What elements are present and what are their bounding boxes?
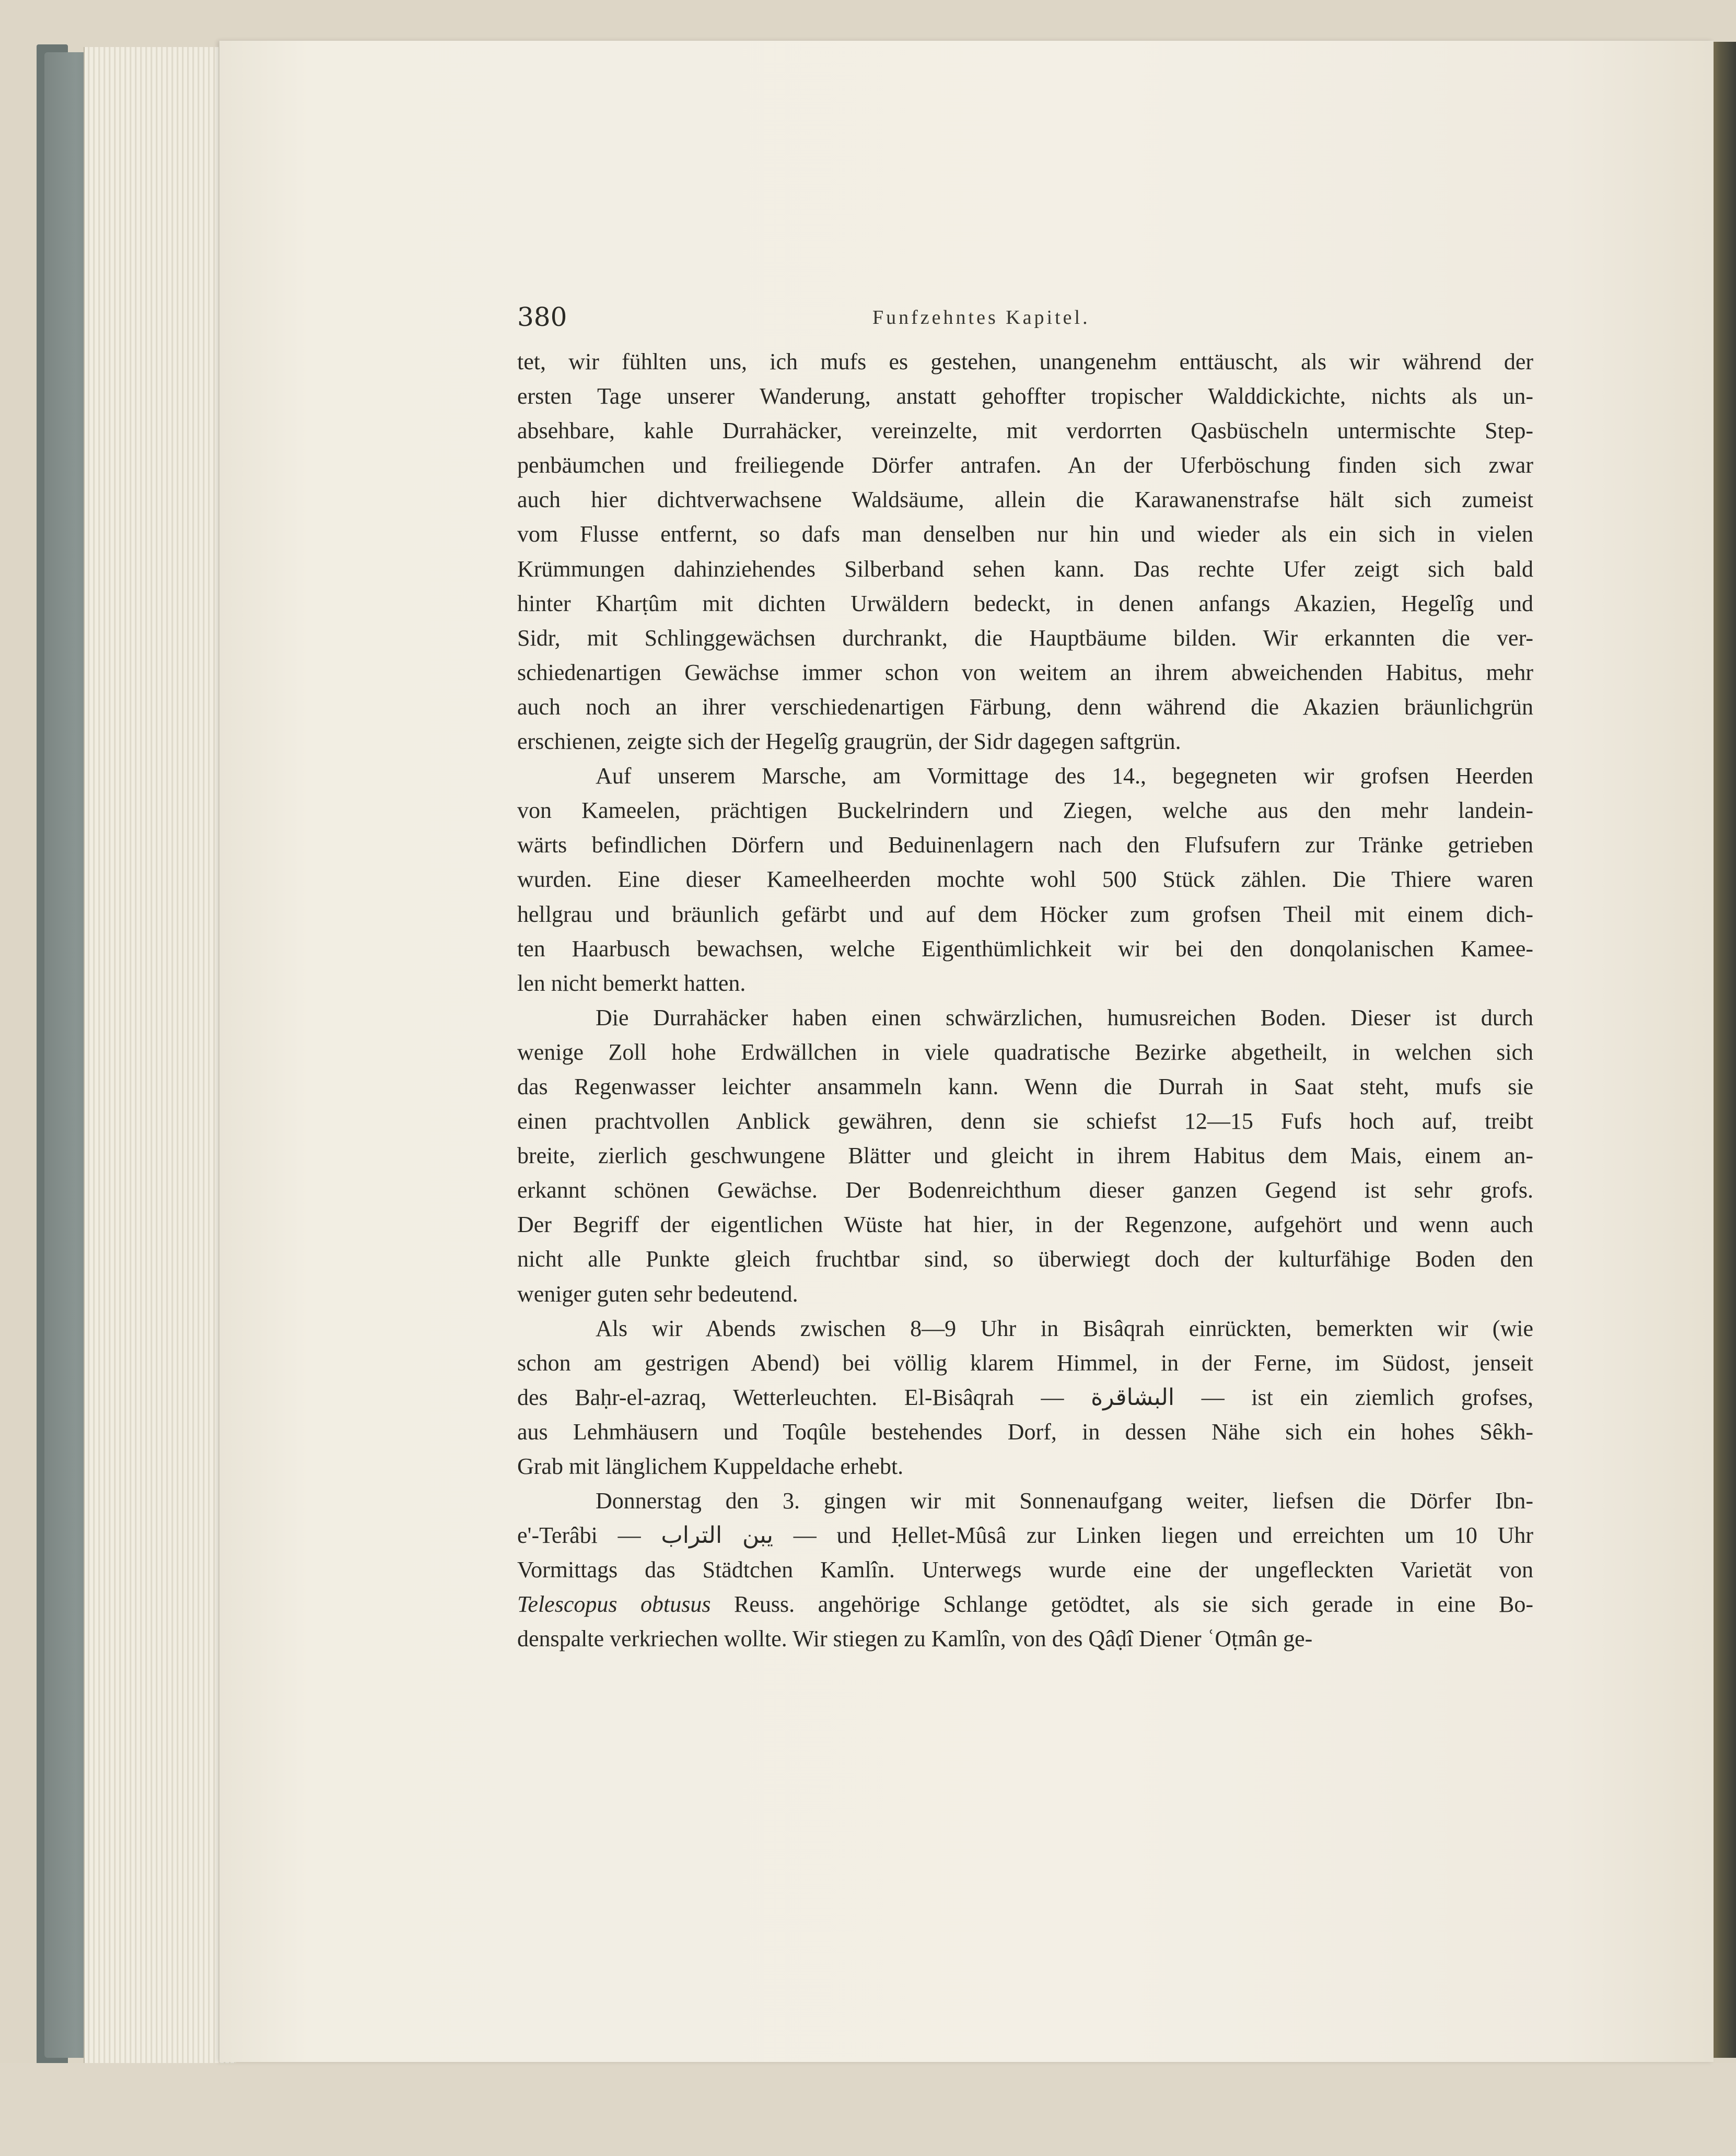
text-line: das Regenwasser leichter ansammeln kann. Wenn die Durrah in Saat steht, mufs sie: [517, 1073, 1533, 1099]
text-line: Auf unserem Marsche, am Vormittage des 14., begegneten wir grofsen Heerden: [596, 763, 1533, 789]
text-line: Der Begriff der eigentlichen Wüste hat hier, in der Regenzone, aufgehört und wenn auch: [517, 1212, 1533, 1238]
text-line: Die Durrahäcker haben einen schwärzlichen, humusreichen Boden. Dieser ist durch: [596, 1004, 1533, 1030]
text-line: von Kameelen, prächtigen Buckelrindern und Ziegen, welche aus den mehr landein-: [517, 798, 1533, 824]
paragraph: [517, 759, 1533, 1001]
text-line: wärts befindlichen Dörfern und Beduinenlagern nach den Flufsufern zur Tränke getrieben: [517, 832, 1533, 858]
text-line: Vormittags das Städtchen Kamlîn. Unterwegs wurde eine der ungefleckten Varietät von: [517, 1557, 1533, 1583]
paragraph: [517, 1311, 1533, 1484]
text-line: len nicht bemerkt hatten.: [517, 970, 746, 996]
text-line: ten Haarbusch bewachsen, welche Eigenthümlichkeit wir bei den donqolanischen Kamee-: [517, 935, 1533, 962]
text-line: nicht alle Punkte gleich fruchtbar sind, so überwiegt doch der kulturfähige Boden den: [517, 1246, 1533, 1272]
text-line: auch hier dichtverwachsene Waldsäume, allein die Karawanenstrafse hält sich zumeist: [517, 487, 1533, 513]
text-line: e'-Terâbi — يبن التراب — und Ḥellet-Mûsâ zur Linken liegen und erreichten um 10 Uhr: [517, 1522, 1533, 1549]
text-line: penbäumchen und freiliegende Dörfer antrafen. An der Uferböschung finden sich zwar: [517, 452, 1533, 478]
text-line: erkannt schönen Gewächse. Der Bodenreichthum dieser ganzen Gegend ist sehr grofs.: [517, 1177, 1533, 1203]
text-line: Sidr, mit Schlinggewächsen durchrankt, die Hauptbäume bilden. Wir erkannten die ver-: [517, 625, 1533, 651]
text-line: Telescopus obtusus Reuss. angehörige Schlange getödtet, als sie sich gerade in eine Bo-: [517, 1591, 1533, 1618]
text-line: wenige Zoll hohe Erdwällchen in viele quadratische Bezirke abgetheilt, in welchen sich: [517, 1039, 1533, 1065]
text-line: Als wir Abends zwischen 8—9 Uhr in Bisâqrah einrückten, bemerkten wir (wie: [596, 1315, 1533, 1341]
page-edges: [84, 47, 236, 2063]
text-line: Donnerstag den 3. gingen wir mit Sonnenaufgang weiter, liefsen die Dörfer Ibn-: [596, 1488, 1533, 1514]
paragraph: [517, 345, 1533, 759]
text-line: schiedenartigen Gewächse immer schon von weitem an ihrem abweichenden Habitus, mehr: [517, 659, 1533, 685]
text-line: vom Flusse entfernt, so dafs man denselben nur hin und wieder als ein sich in vielen: [517, 521, 1533, 547]
paragraph: [517, 1484, 1533, 1656]
text-line: des Baḥr-el-azraq, Wetterleuchten. El-Bisâqrah — البشاقرة — ist ein ziemlich grofses,: [517, 1384, 1533, 1410]
text-line: weniger guten sehr bedeutend.: [517, 1281, 798, 1307]
body-text: [517, 345, 1533, 1657]
text-line: Grab mit länglichem Kuppeldache erhebt.: [517, 1454, 904, 1479]
text-line: Krümmungen dahinziehendes Silberband sehen kann. Das rechte Ufer zeigt sich bald: [517, 556, 1533, 582]
page-number: 380: [517, 302, 567, 332]
text-line: absehbare, kahle Durrahäcker, vereinzelte, mit verdorrten Qasbüscheln untermischte Step-: [517, 418, 1533, 444]
text-line: breite, zierlich geschwungene Blätter und gleicht in ihrem Habitus dem Mais, einem an-: [517, 1143, 1533, 1169]
text-line: erschienen, zeigte sich der Hegelîg graugrün, der Sidr dagegen saftgrün.: [517, 729, 1181, 755]
text-line: tet, wir fühlten uns, ich mufs es gestehen, unangenehm enttäuscht, als wir während der: [517, 349, 1533, 374]
text-line: ersten Tage unserer Wanderung, anstatt gehoffter tropischer Walddickichte, nichts als un-: [517, 383, 1533, 409]
text-line: hellgrau und bräunlich gefärbt und auf dem Höcker zum grofsen Theil mit einem dich-: [517, 901, 1533, 927]
paragraph: [517, 1001, 1533, 1311]
scan-margin-bottom: [0, 2063, 1736, 2156]
text-line: denspalte verkriechen wollte. Wir stiegen zu Kamlîn, von des Qâḍî Diener ʿOṭmân ge-: [517, 1626, 1313, 1652]
text-line: auch noch an ihrer verschiedenartigen Färbung, denn während die Akazien bräunlichgrün: [517, 694, 1533, 720]
text-line: aus Lehmhäusern und Toqûle bestehendes Dorf, in dessen Nähe sich ein hohes Sêkh-: [517, 1419, 1533, 1445]
text-line: wurden. Eine dieser Kameelheerden mochte wohl 500 Stück zählen. Die Thiere waren: [517, 866, 1533, 893]
text-line: hinter Kharṭûm mit dichten Urwäldern bedeckt, in denen anfangs Akazien, Hegelîg und: [517, 590, 1533, 616]
text-line: schon am gestrigen Abend) bei völlig klarem Himmel, in der Ferne, im Südost, jenseit: [517, 1350, 1533, 1376]
page-header: [517, 302, 1552, 333]
running-title: Funfzehntes Kapitel.: [872, 307, 1090, 329]
text-line: einen prachtvollen Anblick gewähren, denn sie schiefst 12—15 Fufs hoch auf, treibt: [517, 1108, 1533, 1134]
